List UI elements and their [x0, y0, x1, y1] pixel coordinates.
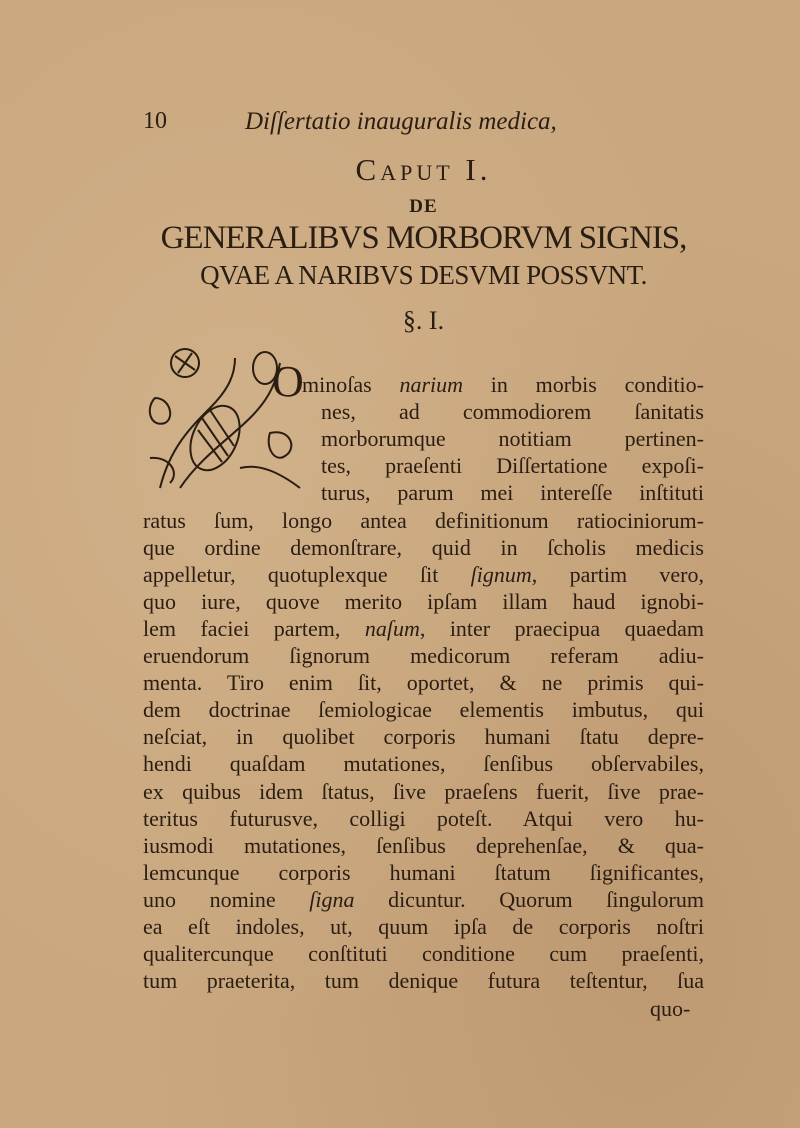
catchword: quo- — [650, 996, 691, 1021]
text-segment: ex quibus idem ſtatus, ſive praeſens fuerit, ſive prae- — [143, 778, 704, 804]
text-segment: morborumque notitiam pertinen- — [321, 426, 704, 452]
text-segment: quo iure, quove merito ipſam illam haud ignobi- — [143, 588, 704, 614]
text-segment: dicuntur. Quorum ſingulorum — [354, 886, 704, 912]
text-segment: , partim vero, — [531, 561, 704, 587]
text-line — [143, 534, 704, 561]
text-line — [321, 398, 704, 425]
text-segment: appelletur, quotuplexque ſit — [143, 561, 471, 587]
text-segment: lemcunque corporis humani ſtatum ſignificantes, — [143, 859, 704, 885]
text-line — [143, 886, 704, 913]
text-line — [321, 425, 704, 452]
text-line — [143, 615, 704, 642]
text-segment: hendi quaſdam mutationes, ſenſibus obſervabiles, — [143, 751, 704, 777]
text-segment: ea eſt indoles, ut, quum ipſa de corporis noſtri — [143, 914, 704, 939]
text-line — [143, 507, 704, 534]
running-header — [143, 108, 563, 138]
text-line — [143, 805, 704, 832]
text-segment: turus, parum mei intereſſe inſtituti — [321, 480, 704, 506]
text-segment: neſciat, in quolibet corporis humani ſtatu depre- — [143, 724, 704, 750]
italic-term: ſignum — [470, 561, 532, 587]
text-line — [143, 642, 704, 669]
text-segment: tum praeterita, tum denique futura teſtentur, ſua — [143, 968, 704, 994]
text-segment: dem doctrinae ſemiologicae elementis imbutus, qui — [143, 697, 704, 723]
italic-term: naſum — [364, 615, 420, 641]
text-segment: tes, praeſenti Diſſertatione expoſi- — [321, 453, 704, 479]
text-line — [143, 859, 704, 886]
text-line — [143, 588, 704, 615]
text-segment: in morbis conditio- — [463, 372, 704, 397]
section-number: §. I. — [402, 306, 445, 335]
text-segment: iusmodi mutationes, ſenſibus deprehenſae, & qua- — [143, 832, 704, 858]
text-segment: teritus futurusve, colligi poteſt. Atqui vero hu- — [143, 805, 704, 831]
text-segment: nes, ad commodiorem ſanitatis — [321, 399, 704, 425]
drop-cap: O — [272, 357, 304, 406]
italic-term: ſigna — [309, 886, 355, 912]
text-line — [143, 723, 704, 750]
text-segment: que ordine demonſtrare, quid in ſcholis medicis — [143, 534, 704, 560]
text-line — [143, 832, 704, 859]
running-title: Diſſertatio inauguralis medica, — [245, 108, 557, 135]
text-line — [143, 778, 704, 805]
text-line — [321, 479, 704, 506]
text-line — [143, 940, 704, 967]
text-line — [143, 696, 704, 723]
text-line — [302, 371, 704, 398]
text-line — [321, 452, 704, 479]
text-segment: eruendorum ſignorum medicorum referam adiu- — [143, 643, 704, 668]
chapter-title-line-1: GENERALIBVS MORBORVM SIGNIS, — [160, 220, 687, 256]
italic-term: narium — [399, 372, 464, 397]
chapter-title-line-2: QVAE A NARIBVS DESVMI POSSVNT. — [200, 260, 647, 290]
text-segment: ratus ſum, longo antea definitionum ratiociniorum- — [143, 507, 704, 533]
text-line — [143, 913, 704, 940]
page-number: 10 — [143, 108, 167, 134]
text-segment: uno nomine — [143, 886, 310, 912]
chapter-de: DE — [409, 196, 438, 217]
text-segment: qualitercunque conſtituti conditione cum praeſenti, — [143, 941, 704, 967]
text-line — [143, 750, 704, 777]
chapter-heading: Caput I. — [355, 152, 492, 187]
text-segment: lem faciei partem, — [143, 615, 365, 641]
text-segment: , inter praecipua quaedam — [419, 615, 704, 641]
text-line — [143, 561, 704, 588]
text-segment: menta. Tiro enim ſit, oportet, & ne primis qui- — [143, 670, 704, 696]
text-line — [143, 669, 704, 696]
text-segment: minoſas — [302, 372, 400, 397]
text-line — [143, 967, 704, 994]
